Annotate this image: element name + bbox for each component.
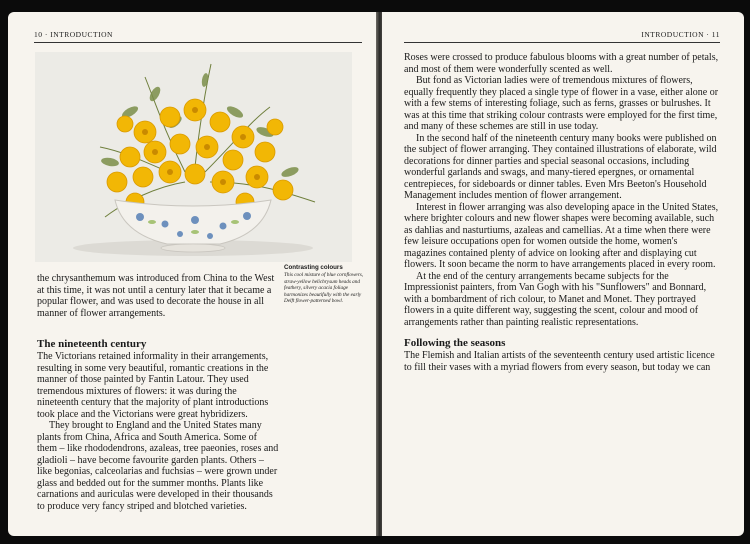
running-head-right: INTRODUCTION · 11	[641, 30, 720, 39]
header-rule	[34, 42, 362, 43]
body-paragraph: At the end of the century arrangements became subjects for the Impressionist painters, from Van Gogh with his "Sunflowers" and Bonnard, with a bombardment of rich colour, to Manet and Monet. They portrayed flowers in a quite different way, suggesting the scent, colour and mood of arrangements rather than painting realistic representations.	[404, 270, 707, 328]
right-body-text	[404, 52, 720, 373]
running-head-left: 10 · INTRODUCTION	[34, 30, 113, 39]
intro-paragraph: the chrysanthemum was introduced from China to the West at this time, it was not until a century later that it became a popular flower, and was used to decorate the house in all manner of flower arrangements.	[37, 273, 275, 319]
header-rule	[404, 42, 720, 43]
body-paragraph: Interest in flower arranging was also developing apace in the United States, where brighter colours and new flower shapes were becoming available, such as dahlias and nasturtiums, azaleas and camellias. At a time when there were few leisure occupations open for women outside the home, women's magazines contained plenty of advice on looking after and displaying cut flowers. It soon became the norm to have arrangements placed in every room.	[404, 201, 719, 270]
left-body-text	[37, 329, 279, 512]
right-page	[382, 12, 744, 536]
caption-title: Contrasting colours	[284, 264, 343, 271]
flower-arrangement-photo	[35, 52, 352, 262]
left-intro-text	[37, 273, 279, 319]
left-page	[8, 12, 378, 536]
section-heading-nineteenth-century: The nineteenth century	[37, 338, 147, 350]
caption-text: This cool mixture of blue cornflowers, straw-yellow helichrysum heads and feathery, silvery acacia foliage harmonizes beautifully with the early Delft flower-patterned bowl.	[284, 272, 364, 305]
body-paragraph: The Victorians retained informality in their arrangements, resulting in some very beautiful, romantic creations in the manner of those painted by Fantin Latour. They used tremendous mixtures of flowers: it was during the nineteenth century that the majority of plant introductions took place and the Victorians were great hybridizers.	[37, 351, 269, 420]
body-paragraph: In the second half of the nineteenth century many books were published on the subject of flower arranging. They contained illustrations of elaborate, wild decorations for dinner parties and special seasonal occasions, including wonderful garlands and swags, and many-tiered epergnes, or ornamental centrepieces, for sideboards or dinner tables. Even Mrs Beeton's Household Management includes mention of flower arrangement.	[404, 132, 717, 201]
body-paragraph: They brought to England and the United States many plants from China, Africa and South America. Some of them – like rhododendrons, azaleas, tree paeonies, roses and gladioli – have become favourite garden plants. Others – like begonias, calceolarias and fuchsias – were grown under glass and bedded out for the summer months. Plants like carnations and auriculas were developed in their thousands to produce very fancy striped and blotched varieties.	[37, 420, 279, 512]
body-paragraph: The Flemish and Italian artists of the seventeenth century used artistic licence to fill their vases with a myriad flowers from every season, but today we can	[404, 350, 715, 373]
photo-caption	[284, 264, 368, 305]
body-paragraph: Roses were crossed to produce fabulous blooms with a great number of petals, and most of them were wonderfully scented as well.	[404, 52, 719, 75]
body-paragraph: But fond as Victorian ladies were of tremendous mixtures of flowers, equally frequently they placed a single type of flower in a vase, either alone or with a few stems of interesting foliage, such as ferns, grasses or bulrushes. It was at this time that striking colour contrasts were employed for the first time, and many of these schemes are still in use today.	[404, 75, 719, 132]
section-heading-following-the-seasons: Following the seasons	[404, 337, 506, 349]
